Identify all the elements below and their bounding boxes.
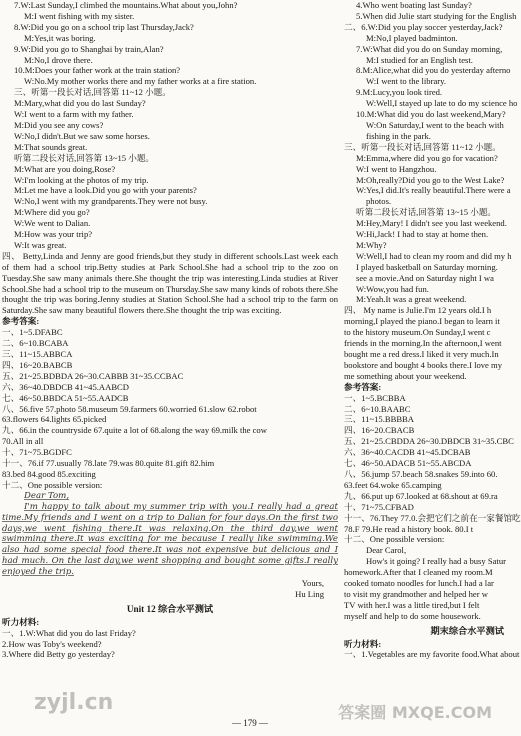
text-line: 十、71~75.CFBAD: [344, 501, 414, 512]
text-line: W:Well,I had to clean my room and did my h: [356, 250, 512, 261]
unit-title: Unit 12 综合水平测试: [126, 603, 214, 614]
script-line: W:I went to a farm with my father.: [14, 109, 134, 120]
answer-line: 七、46~50.BBDCA 51~55.AADCB: [2, 392, 129, 403]
script-line: 10.M:Does your father work at the train station?: [14, 65, 181, 76]
right-column-lines: [344, 0, 521, 622]
text-line: 四、16~20.CBACB: [344, 425, 415, 436]
script-line: W:We went to Dalian.: [14, 218, 91, 229]
text-line: morning,I played the piano.I began to learn it: [344, 316, 500, 327]
answer-line: 三、11~15.ABBCA: [2, 349, 73, 359]
watermark-logo-right: 答案圈 MXQE.COM: [338, 703, 492, 722]
text-line: 八、56.jump 57.beach 58.snakes 59.into 60.: [344, 468, 498, 479]
answer-line: 一、1~5.DFABC: [2, 327, 63, 338]
answer-line: 63.flowers 64.lights 65.picked: [2, 414, 107, 425]
answer-line: 十、71~75.BGDFC: [2, 447, 72, 458]
answer-line: 二、6~10.BCABA: [2, 338, 69, 349]
text-line: W:I went to the library.: [366, 76, 447, 87]
text-line: to visit my grandmother and helped her w: [344, 588, 488, 599]
text-line: W:Wow,you had fun.: [356, 283, 429, 294]
text-line: M:Oh,really?Did you go to the West Lake?: [356, 174, 505, 185]
text-line: W:Well,I stayed up late to do my science ho: [366, 98, 518, 109]
text-line: friends in the morning.In the afternoon,I went: [344, 338, 502, 349]
script-line: M:I went fishing with my sister.: [24, 10, 135, 21]
text-line: fishing in the park.: [366, 130, 431, 141]
script-line: 2.How was Toby's weekend?: [2, 638, 102, 649]
script-line: M:Let me have a look.Did you go with your parents?: [14, 185, 197, 196]
script-line: M:Where did you go?: [14, 207, 90, 218]
text-line: 十二、One possible version:: [344, 534, 445, 545]
answer-line: 十二、One possible version:: [2, 479, 103, 490]
script-line: W:No.My mother works there and my father works at a fire station.: [24, 76, 257, 87]
text-line: 8.M:Alice,what did you do yesterday afterno: [356, 65, 511, 76]
script-line: M:Yes,it was boring.: [24, 32, 96, 43]
script-line: W:No,I didn't.But we saw some horses.: [14, 130, 150, 141]
text-line: TV with her.I was a little tired,but I felt: [344, 599, 480, 610]
text-line: W:I went to Hangzhou.: [356, 163, 437, 174]
text-line: me something about your weekend.: [344, 370, 467, 381]
answer-line: 九、66.in the countryside 67.quite a lot of 68.along the way 69.milk the cow: [2, 425, 267, 436]
text-line: to the history museum.On Sunday,I went c: [344, 327, 491, 338]
text-line: M:No,I played badminton.: [366, 32, 458, 43]
right-bottom-line: 一、1.Vegetables are my favorite food.What about: [344, 649, 520, 660]
script-line: W:I'm looking at the photos of my trip.: [14, 174, 149, 185]
script-line: M:Did you see any cows?: [14, 119, 104, 130]
script-line: 一、1.W:What did you do last Friday?: [2, 627, 136, 638]
text-line: I played basketball on Saturday morning.: [356, 261, 498, 272]
text-line: bookstore and bought 4 books there.I love my: [344, 359, 503, 370]
script-line: W:It was great.: [14, 239, 67, 250]
final-test-title: 期末综合水平测试: [430, 625, 504, 636]
text-line: 五、21~25.CBDDA 26~30.DBDCB 31~35.CBC: [344, 436, 514, 447]
text-line: M:Yeah.It was a great weekend.: [356, 294, 467, 305]
answer-line: 五、21~25.BDBDA 26~30.CABBB 31~35.CCBAC: [2, 370, 184, 381]
script-line: W:No,I went with my grandparents.They were not busy.: [14, 196, 208, 207]
listening-script-left: [2, 0, 338, 251]
text-line: 二、6~10.BAABC: [344, 403, 411, 414]
script-line: M:What are you doing,Rose?: [14, 163, 116, 174]
script-line: 9.W:Did you go to Shanghai by train,Alan?: [14, 43, 164, 54]
answer-line: 八、56.five 57.photo 58.museum 59.farmers 60.worried 61.slow 62.robot: [2, 403, 257, 414]
text-line: myself and help to do some housework.: [344, 610, 481, 621]
text-line: 七、46~50.ADACB 51~55.ABCDA: [344, 458, 472, 469]
text-line: 63.feet 64.woke 65.camping: [344, 479, 442, 490]
answer-line: 四、16~20.BABCB: [2, 359, 73, 370]
script-line: 听第二段长对话,回答第 13~15 小题。: [14, 152, 155, 163]
text-line: W:Hi,Jack! I had to stay at home then.: [356, 229, 489, 240]
letter-signature: Hu Ling: [295, 588, 324, 599]
script-line: 8.W:Did you go on a school trip last Thursday,Jack?: [14, 21, 194, 32]
text-line: 参考答案:: [344, 381, 382, 392]
answer-line: 83.bed 84.good 85.exciting: [2, 468, 96, 479]
text-line: 三、11~15.BBBBA: [344, 414, 414, 425]
text-line: photos.: [366, 196, 392, 207]
text-line: 5.When did Julie start studying for the English: [356, 10, 517, 21]
page-number: — 179 —: [232, 718, 268, 728]
watermark-logo-left: zyjl.cn: [34, 690, 114, 715]
text-line: bought me a red dress.I liked it very much.In: [344, 349, 499, 359]
script-line: M:That sounds great.: [14, 141, 88, 152]
text-line: M:Emma,where did you go for vacation?: [356, 152, 498, 163]
text-line: 九、66.put up 67.looked at 68.shout at 69.ra: [344, 490, 498, 501]
script-line: 7.W:Last Sunday,I climbed the mountains.What about you,John?: [14, 0, 238, 10]
answers-title: 参考答案:: [2, 316, 40, 327]
answer-line: 十一、76.if 77.usually 78.late 79.was 80.quite 81.gift 82.him: [2, 458, 215, 469]
text-line: 十一、76.They 77.0.会把它们之前在一家餐馆吃: [344, 512, 521, 523]
script-line: M:Mary,what did you do last Sunday?: [14, 98, 146, 109]
text-line: 二、6.W:Did you play soccer yesterday,Jack?: [344, 21, 503, 32]
script-line: 3.Where did Betty go yesterday?: [2, 649, 115, 660]
text-line: 六、36~40.CACDB 41~45.DCBAB: [344, 447, 471, 458]
text-line: 9.M:Lucy,you look tired.: [356, 87, 443, 98]
right-listening-title: 听力材料:: [344, 638, 382, 649]
right-column: [344, 0, 521, 660]
script-line: M:No,I drove there.: [24, 54, 93, 65]
text-line: 三、听第一段长对话,回答第 11~12 小题。: [344, 141, 501, 152]
letter-greeting: Dear Tom,: [24, 490, 70, 501]
text-line: cooked tomato noodles for lunch.I had a lar: [344, 578, 494, 589]
text-line: 78.F 79.He read a history book. 80.I t: [344, 523, 474, 534]
text-line: 一、1~5.BCBBA: [344, 392, 406, 403]
passage-four: 四、 Betty,Linda and Jenny are good friends,but they study in different schools.Last week each of them had a school trip.Betty studies at Park School.She had a school trip to the zoo on Tuesday.She saw many animals there.She thought the trip was interesting.Linda studies at River School.She had a school trip to the museum on Thursday.She saw many kinds of robots there.She thought the trip was boring.Jenny studies at Station School.She had a school trip to the farm on Saturday.She saw many beautiful flowers there.She thought the trip was exciting.: [2, 250, 338, 316]
answer-line: 70.All in all: [2, 436, 44, 447]
text-line: 10.M:What did you do last weekend,Mary?: [356, 109, 506, 120]
text-line: How's it going? I really had a busy Satur: [366, 556, 506, 567]
text-line: M:I studied for an English test.: [366, 54, 473, 65]
letter-closing: Yours,: [301, 578, 324, 589]
text-line: 听第二段长对话,回答第 13~15 小题。: [356, 207, 497, 218]
text-line: 四、 My name is Julie.I'm 12 years old.I h: [344, 305, 492, 316]
text-line: Dear Carol,: [366, 545, 407, 556]
answer-line: 六、36~40.DBDCB 41~45.AABCD: [2, 381, 129, 392]
text-line: M:Why?: [356, 239, 387, 250]
text-line: 4.Who went boating last Sunday?: [356, 0, 472, 10]
answer-key: [2, 327, 338, 491]
text-line: M:Hey,Mary! I didn't see you last weekend.: [356, 218, 507, 229]
text-line: see a movie.And on Saturday night I wa: [356, 272, 494, 283]
letter-body: I'm happy to talk about my summer trip with you.I really had a great time.My friends and I went on a trip to Dalian for four days.On the first two days,we went fishing there.It was relaxing.On the third day,we went swimming there.It was exciting for me because I really like swimming.We also had some special food there.It was not expensive but delicious and I had much. On the last day,we went shopping and bought some gifts.I really enjoyed the trip.: [2, 501, 338, 578]
script-line: 三、听第一段长对话,回答第 11~12 小题。: [14, 87, 171, 98]
listening-script-bottom: [2, 628, 338, 661]
text-line: W:On Saturday,I went to the beach with: [366, 119, 504, 130]
text-line: 7.W:What did you do on Sunday morning,: [356, 43, 503, 54]
script-line: M:How was your trip?: [14, 229, 93, 240]
text-line: W:Yes,I did.It's really beautiful.There were a: [356, 185, 511, 196]
text-line: homework.After that I cleaned my room.M: [344, 567, 493, 578]
listening-title: 听力材料:: [2, 616, 40, 627]
